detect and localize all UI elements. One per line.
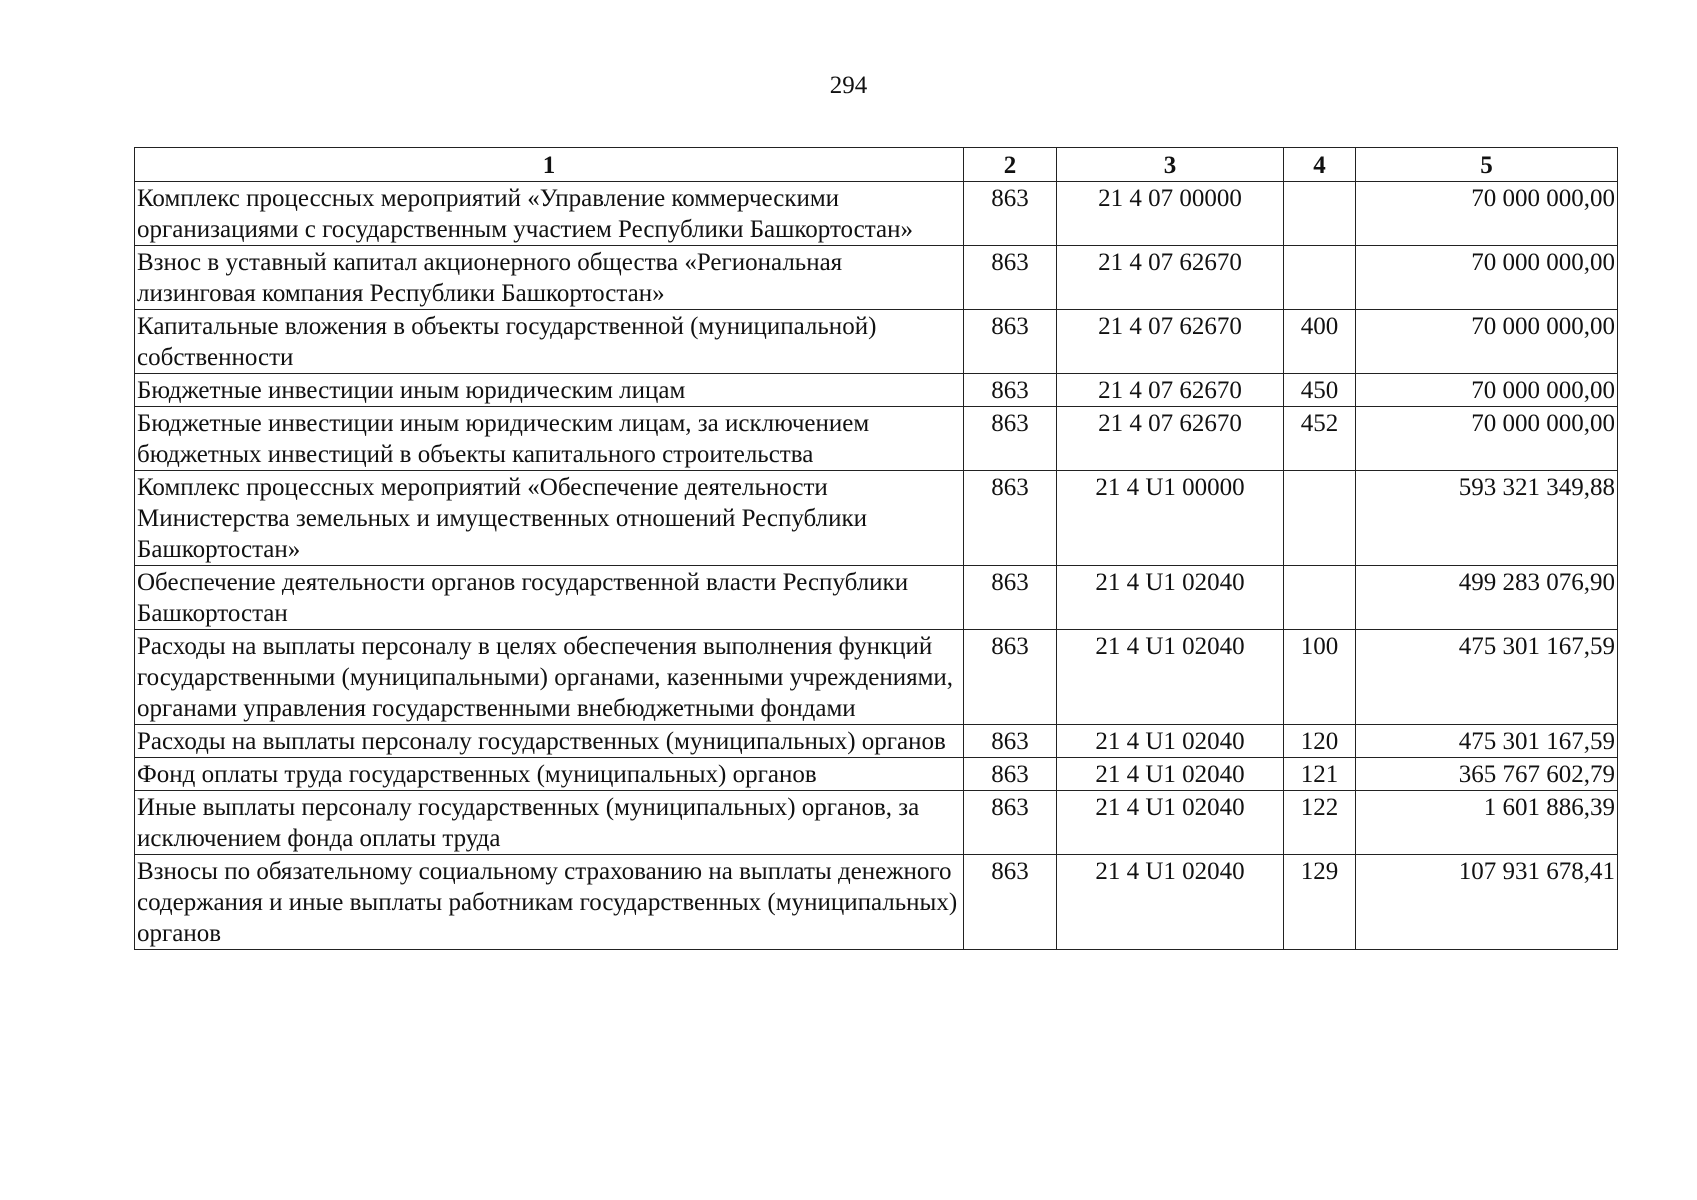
row-col3: 21 4 U1 02040 — [1057, 566, 1284, 630]
table-row — [135, 471, 1618, 566]
table-row — [135, 791, 1618, 855]
table-row — [135, 182, 1618, 246]
row-col2: 863 — [964, 374, 1057, 407]
row-col2: 863 — [964, 566, 1057, 630]
row-name: Бюджетные инвестиции иным юридическим лицам — [135, 374, 964, 407]
row-name: Комплекс процессных мероприятий «Обеспечение деятельности Министерства земельных и имущественных отношений Республики Башкортостан» — [135, 471, 964, 566]
row-col4 — [1284, 471, 1356, 566]
row-col4: 100 — [1284, 630, 1356, 725]
row-col2: 863 — [964, 791, 1057, 855]
table-row — [135, 374, 1618, 407]
row-amount: 499 283 076,90 — [1356, 566, 1618, 630]
table-row — [135, 310, 1618, 374]
row-col2: 863 — [964, 471, 1057, 566]
header-cell-5: 5 — [1356, 148, 1618, 182]
row-col2: 863 — [964, 310, 1057, 374]
row-amount: 70 000 000,00 — [1356, 246, 1618, 310]
budget-table — [134, 147, 1618, 950]
page-number: 294 — [829, 72, 868, 99]
row-col4: 400 — [1284, 310, 1356, 374]
row-col4: 452 — [1284, 407, 1356, 471]
row-col3: 21 4 07 62670 — [1057, 246, 1284, 310]
header-cell-4: 4 — [1284, 148, 1356, 182]
row-col2: 863 — [964, 855, 1057, 950]
row-amount: 365 767 602,79 — [1356, 758, 1618, 791]
row-col4: 121 — [1284, 758, 1356, 791]
row-amount: 70 000 000,00 — [1356, 182, 1618, 246]
row-amount: 593 321 349,88 — [1356, 471, 1618, 566]
row-col3: 21 4 U1 02040 — [1057, 630, 1284, 725]
row-name: Расходы на выплаты персоналу в целях обеспечения выполнения функций государственными (муниципальными) органами, казенными учреждениями, органами управления государственными внебюджетными фондами — [135, 630, 964, 725]
row-col3: 21 4 07 62670 — [1057, 310, 1284, 374]
row-col3: 21 4 07 00000 — [1057, 182, 1284, 246]
row-col2: 863 — [964, 407, 1057, 471]
row-name: Капитальные вложения в объекты государственной (муниципальной) собственности — [135, 310, 964, 374]
table-row — [135, 725, 1618, 758]
row-name: Бюджетные инвестиции иным юридическим лицам, за исключением бюджетных инвестиций в объекты капитального строительства — [135, 407, 964, 471]
row-name: Расходы на выплаты персоналу государственных (муниципальных) органов — [135, 725, 964, 758]
table-row — [135, 407, 1618, 471]
row-col4: 129 — [1284, 855, 1356, 950]
header-cell-2: 2 — [964, 148, 1057, 182]
row-name: Взнос в уставный капитал акционерного общества «Региональная лизинговая компания Республики Башкортостан» — [135, 246, 964, 310]
row-amount: 475 301 167,59 — [1356, 630, 1618, 725]
row-col4: 120 — [1284, 725, 1356, 758]
row-col4: 450 — [1284, 374, 1356, 407]
row-name: Обеспечение деятельности органов государственной власти Республики Башкортостан — [135, 566, 964, 630]
table-row — [135, 246, 1618, 310]
row-name: Фонд оплаты труда государственных (муниципальных) органов — [135, 758, 964, 791]
table-row — [135, 566, 1618, 630]
table-row — [135, 630, 1618, 725]
row-amount: 70 000 000,00 — [1356, 407, 1618, 471]
row-col3: 21 4 U1 02040 — [1057, 758, 1284, 791]
row-col4 — [1284, 246, 1356, 310]
row-col3: 21 4 07 62670 — [1057, 374, 1284, 407]
row-col4 — [1284, 566, 1356, 630]
row-col4 — [1284, 182, 1356, 246]
row-amount: 1 601 886,39 — [1356, 791, 1618, 855]
header-row — [135, 148, 1618, 182]
row-amount: 475 301 167,59 — [1356, 725, 1618, 758]
row-col3: 21 4 07 62670 — [1057, 407, 1284, 471]
header-cell-3: 3 — [1057, 148, 1284, 182]
row-col3: 21 4 U1 02040 — [1057, 725, 1284, 758]
row-name: Иные выплаты персоналу государственных (муниципальных) органов, за исключением фонда оплаты труда — [135, 791, 964, 855]
row-amount: 70 000 000,00 — [1356, 374, 1618, 407]
header-cell-1: 1 — [135, 148, 964, 182]
row-col3: 21 4 U1 00000 — [1057, 471, 1284, 566]
row-col4: 122 — [1284, 791, 1356, 855]
table-row — [135, 758, 1618, 791]
row-col2: 863 — [964, 182, 1057, 246]
row-col2: 863 — [964, 630, 1057, 725]
row-name: Взносы по обязательному социальному страхованию на выплаты денежного содержания и иные выплаты работникам государственных (муниципальных) органов — [135, 855, 964, 950]
row-col2: 863 — [964, 758, 1057, 791]
row-col3: 21 4 U1 02040 — [1057, 791, 1284, 855]
row-amount: 107 931 678,41 — [1356, 855, 1618, 950]
row-amount: 70 000 000,00 — [1356, 310, 1618, 374]
row-col2: 863 — [964, 246, 1057, 310]
table-row — [135, 855, 1618, 950]
row-name: Комплекс процессных мероприятий «Управление коммерческими организациями с государственным участием Республики Башкортостан» — [135, 182, 964, 246]
row-col2: 863 — [964, 725, 1057, 758]
row-col3: 21 4 U1 02040 — [1057, 855, 1284, 950]
